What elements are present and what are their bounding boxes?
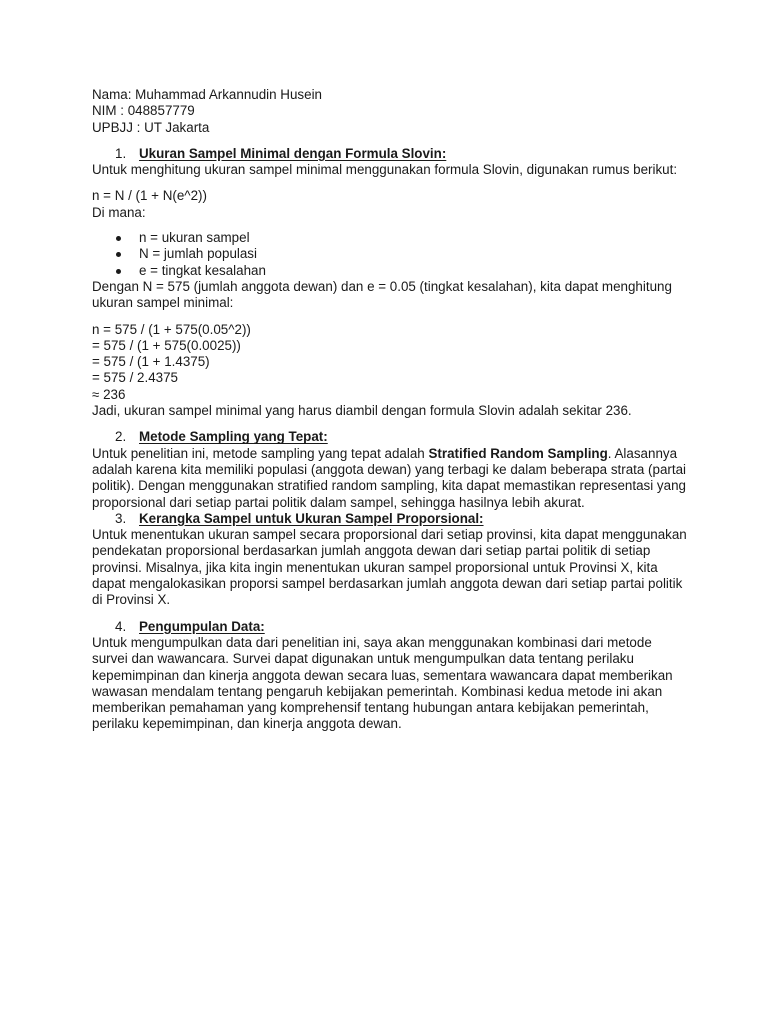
section-2-paragraph-line: proporsional dari setiap partai politik dalam sampel, sehingga hasilnya lebih akurat. bbox=[92, 494, 585, 510]
definition-item: e = tingkat kesalahan bbox=[92, 263, 682, 279]
section-3-paragraph-line: provinsi. Misalnya, jika kita ingin menentukan ukuran sampel proporsional untuk Provinsi X, kita bbox=[92, 559, 658, 575]
section-3-paragraph-line: dapat mengalokasikan proporsi sampel berdasarkan jumlah anggota dewan dari setiap partai politik bbox=[92, 576, 683, 592]
section-4-paragraph-line: perilaku kepemimpinan, dan kinerja anggota dewan. bbox=[92, 716, 402, 732]
section-3-heading bbox=[92, 511, 682, 527]
where-label: Di mana: bbox=[92, 204, 146, 220]
section-1-number: 1. bbox=[115, 145, 127, 161]
section-1-heading bbox=[92, 146, 682, 162]
section-2-paragraph-line bbox=[92, 446, 682, 462]
given-values-line: Dengan N = 575 (jumlah anggota dewan) dan e = 0.05 (tingkat kesalahan), kita dapat menghitung bbox=[92, 278, 672, 294]
section-1-intro: Untuk menghitung ukuran sampel minimal menggunakan formula Slovin, digunakan rumus berikut: bbox=[92, 162, 678, 178]
section-4-title: Pengumpulan Data: bbox=[139, 618, 265, 634]
definition-item: N = jumlah populasi bbox=[92, 246, 682, 262]
section-3-paragraph-line: Untuk menentukan ukuran sampel secara proporsional dari setiap provinsi, kita dapat menggunakan bbox=[92, 527, 687, 543]
section-2-paragraph-line: politik). Dengan menggunakan stratified random sampling, kita dapat memastikan representasi yang bbox=[92, 478, 686, 494]
given-values-line: ukuran sampel minimal: bbox=[92, 295, 234, 311]
student-info bbox=[92, 87, 682, 136]
calculation-step: = 575 / (1 + 1.4375) bbox=[92, 354, 210, 370]
section-4 bbox=[92, 619, 682, 733]
section-2-number: 2. bbox=[115, 429, 127, 445]
section-4-paragraph-line: survei dan wawancara. Survei dapat digunakan untuk mengumpulkan data tentang perilaku bbox=[92, 651, 634, 667]
section-1-title: Ukuran Sampel Minimal dengan Formula Slovin: bbox=[139, 145, 447, 161]
section-2-title: Metode Sampling yang Tepat: bbox=[139, 429, 328, 445]
section-3-title: Kerangka Sampel untuk Ukuran Sampel Proporsional: bbox=[139, 510, 484, 526]
document-page bbox=[92, 87, 687, 733]
section-2-text: . Alasannya bbox=[607, 445, 678, 461]
section-3 bbox=[92, 510, 687, 609]
section-4-paragraph-line: kepemimpinan dan kinerja anggota dewan secara luas, sementara wawancara dapat memberikan bbox=[92, 667, 673, 683]
section-3-number: 3. bbox=[115, 510, 127, 526]
slovin-formula: n = N / (1 + N(e^2)) bbox=[92, 188, 207, 204]
calculation-step: = 575 / (1 + 575(0.0025)) bbox=[92, 337, 241, 353]
student-nim: NIM : 048857779 bbox=[92, 103, 195, 119]
section-2-paragraph-line: adalah karena kita memiliki populasi (anggota dewan) yang terbagi ke dalam beberapa strata (partai bbox=[92, 461, 687, 477]
definition-list bbox=[92, 230, 682, 279]
section-4-heading bbox=[92, 619, 682, 635]
section-4-paragraph-line: memberikan pemahaman yang komprehensif tentang hubungan antara kebijakan pemerintah, bbox=[92, 700, 649, 716]
student-name: Nama: Muhammad Arkannudin Husein bbox=[92, 87, 322, 102]
section-4-number: 4. bbox=[115, 618, 127, 634]
section-3-paragraph-line: di Provinsi X. bbox=[92, 592, 171, 608]
definition-item: n = ukuran sampel bbox=[92, 230, 682, 246]
section-1-conclusion: Jadi, ukuran sampel minimal yang harus diambil dengan formula Slovin adalah sekitar 236. bbox=[92, 403, 632, 419]
section-4-paragraph-line: wawasan mendalam tentang pengaruh kebijakan pemerintah. Kombinasi kedua metode ini akan bbox=[92, 683, 663, 699]
calculation-step: n = 575 / (1 + 575(0.05^2)) bbox=[92, 321, 251, 337]
section-2-text: Untuk penelitian ini, metode sampling yang tepat adalah bbox=[92, 445, 429, 461]
calculation-steps bbox=[92, 322, 682, 403]
section-1 bbox=[92, 146, 682, 419]
sampling-method-emphasis: Stratified Random Sampling bbox=[428, 445, 608, 461]
student-upbjj: UPBJJ : UT Jakarta bbox=[92, 119, 210, 135]
section-2 bbox=[92, 429, 687, 510]
section-3-paragraph-line: pendekatan proporsional berdasarkan jumlah anggota dewan dari setiap partai politik di setiap bbox=[92, 543, 651, 559]
section-2-heading bbox=[92, 429, 682, 445]
section-4-paragraph-line: Untuk mengumpulkan data dari penelitian ini, saya akan menggunakan kombinasi dari metode bbox=[92, 634, 652, 650]
calculation-step: = 575 / 2.4375 bbox=[92, 370, 178, 386]
calculation-step: ≈ 236 bbox=[92, 386, 126, 402]
